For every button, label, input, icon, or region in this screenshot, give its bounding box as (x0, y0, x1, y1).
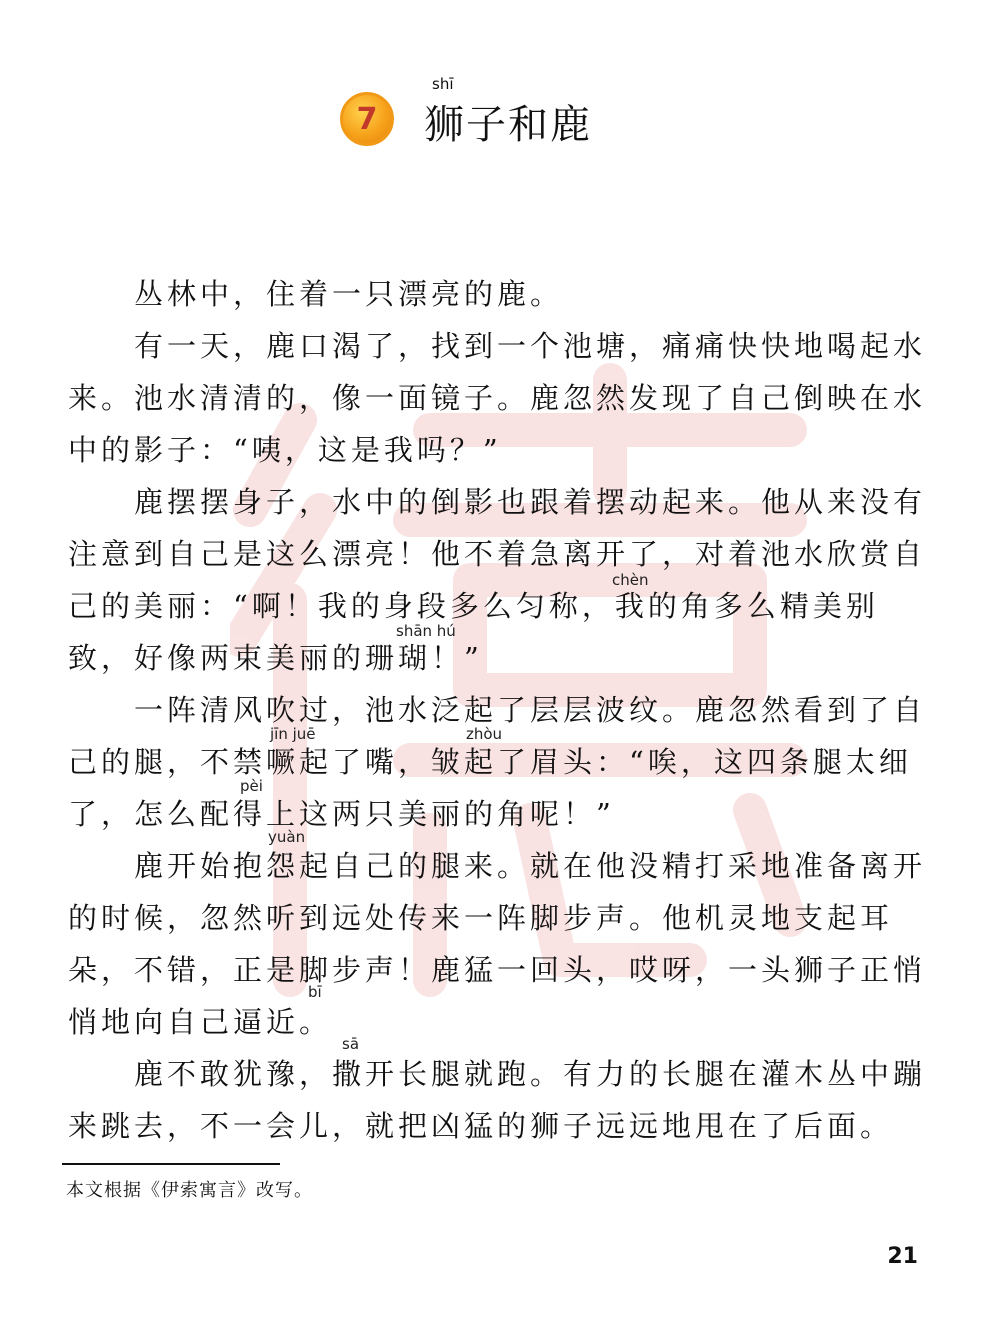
title-pinyin: shī (432, 74, 454, 93)
page-number: 21 (887, 1244, 918, 1269)
paragraph: 有一天，鹿口渴了，找到一个池塘，痛痛快快地喝起水来。池水清清的，像一面镜子。鹿忽然发现了自己倒映在水中的影子：“咦，这是我吗？” (68, 329, 927, 467)
pinyin-annotation: jīn juē (270, 725, 316, 743)
lesson-title: 狮子和鹿 (424, 101, 592, 148)
paragraph: 鹿不敢犹豫，撒开长腿就跑。有力的长腿在灌木丛中蹦来跳去，不一会儿，就把凶猛的狮子远远地甩在了后面。 (68, 1057, 927, 1143)
pinyin-annotation: chèn (612, 571, 649, 589)
footnote-divider (62, 1163, 280, 1165)
pinyin-annotation: bī (308, 983, 322, 1001)
pinyin-annotation: pèi (240, 777, 263, 795)
pinyin-annotation: zhòu (466, 725, 503, 743)
pinyin-annotation: yuàn (268, 828, 306, 846)
story-body (68, 268, 928, 1152)
footnote: 本文根据《伊索寓言》改写。 (66, 1180, 313, 1201)
lesson-title-wrap (424, 75, 592, 150)
paragraph: 丛林中，住着一只漂亮的鹿。 (134, 277, 564, 311)
paragraph: 鹿开始抱怨起自己的腿来。就在他没精打采地准备离开的时候，忽然听到远处传来一阵脚步声。他机灵地支起耳朵，不错，正是脚步声！鹿猛一回头，哎呀，一头狮子正悄悄地向自己逼近。 (68, 849, 927, 1039)
pinyin-annotation: shān hú (396, 622, 456, 640)
lesson-number: 7 (356, 101, 378, 137)
lesson-number-badge (340, 92, 394, 146)
lesson-header (340, 72, 592, 152)
paragraph: 鹿摆摆身子，水中的倒影也跟着摆动起来。他从来没有注意到自己是这么漂亮！他不着急离开了，对着池水欣赏自己的美丽：“啊！我的身段多么匀称，我的角多么精美别致，好像两束美丽的珊瑚！” (68, 485, 927, 675)
pinyin-annotation: sā (342, 1035, 360, 1053)
paragraph: 一阵清风吹过，池水泛起了层层波纹。鹿忽然看到了自己的腿，不禁噘起了嘴，皱起了眉头：“唉，这四条腿太细了，怎么配得上这两只美丽的角呢！” (68, 693, 927, 831)
